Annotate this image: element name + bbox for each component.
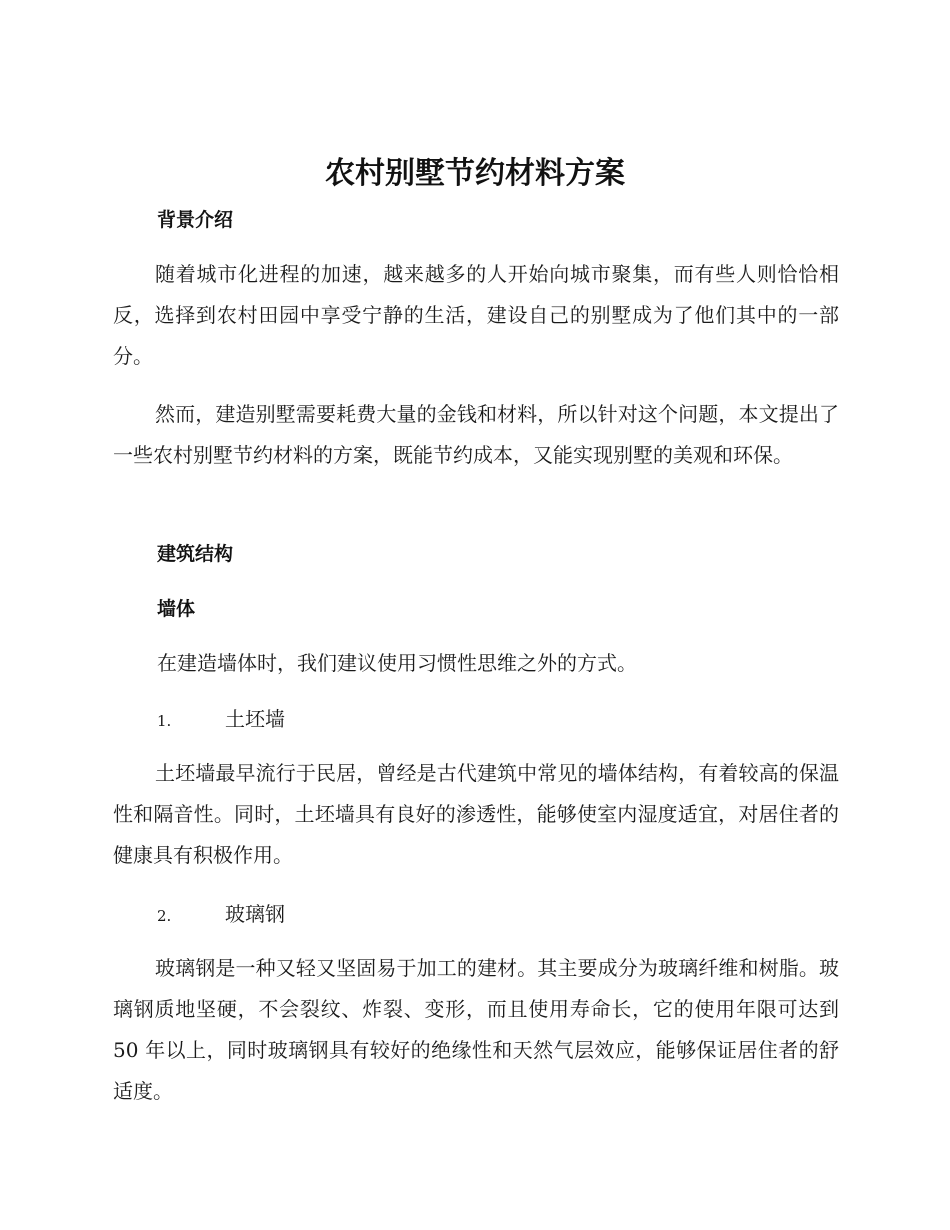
list-number: 1. bbox=[157, 712, 172, 730]
list-item-label: 土坯墙 bbox=[225, 707, 285, 731]
list-item-label: 玻璃钢 bbox=[225, 902, 285, 926]
list-item-2 bbox=[157, 900, 285, 930]
heading-structure: 建筑结构 bbox=[157, 543, 234, 565]
list-number: 2. bbox=[157, 907, 172, 925]
paragraph-background-2: 然而，建造别墅需要耗费大量的金钱和材料，所以针对这个问题，本文提出了一些农村别墅节约材料的方案，既能节约成本，又能实现别墅的美观和环保。 bbox=[113, 402, 839, 467]
paragraph-wall-intro: 在建造墙体时，我们建议使用习惯性思维之外的方式。 bbox=[157, 651, 637, 675]
heading-background: 背景介绍 bbox=[157, 209, 234, 231]
heading-wall: 墙体 bbox=[157, 598, 196, 620]
paragraph-item-1: 土坯墙最早流行于民居，曾经是古代建筑中常见的墙体结构，有着较高的保温性和隔音性。同时，土坯墙具有良好的渗透性，能够使室内湿度适宜，对居住者的健康具有积极作用。 bbox=[113, 761, 839, 867]
list-item-1 bbox=[157, 705, 285, 735]
document-title: 农村别墅节约材料方案 bbox=[325, 156, 625, 191]
paragraph-item-2: 玻璃钢是一种又轻又坚固易于加工的建材。其主要成分为玻璃纤维和树脂。玻璃钢质地坚硬，不会裂纹、炸裂、变形，而且使用寿命长，它的使用年限可达到 50 年以上，同时玻璃钢具有较好的绝缘性和天然气层效应，能够保证居住者的舒适度。 bbox=[113, 956, 839, 1103]
paragraph-background-1: 随着城市化进程的加速，越来越多的人开始向城市聚集，而有些人则恰恰相反，选择到农村田园中享受宁静的生活，建设自己的别墅成为了他们其中的一部分。 bbox=[113, 262, 839, 368]
